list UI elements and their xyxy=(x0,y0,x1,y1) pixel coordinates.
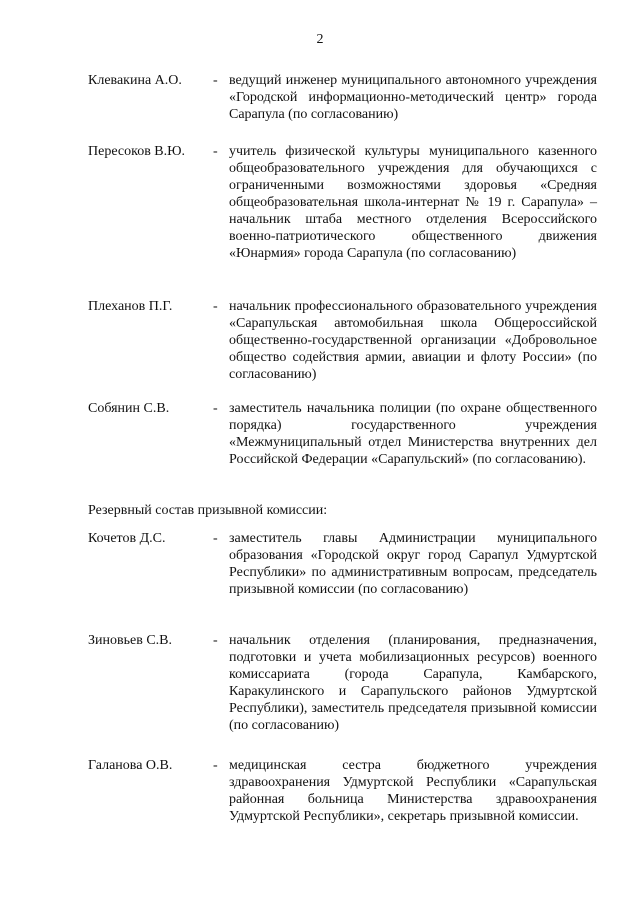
member-description: начальник профессионального образовательного учреждения «Сарапульская автомобильная школа Общероссийской общественно-государственной организации «Добровольное общество содействия армии, авиации и флоту России» (по согласованию) xyxy=(229,299,597,382)
member-description: ведущий инженер муниципального автономного учреждения «Городской информационно-методический центр» города Сарапула (по согласованию) xyxy=(229,73,597,122)
member-name: Клевакина А.О. xyxy=(88,73,182,88)
reserve-heading: Резервный состав призывной комиссии: xyxy=(88,503,328,518)
member-name: Зиновьев С.В. xyxy=(88,633,172,648)
member-description: заместитель начальника полиции (по охране общественного порядка) государственного учреждения «Межмуниципальный отдел Министерства внутренних дел Российской Федерации «Сарапульский» (по согласованию). xyxy=(229,401,597,467)
member-dash: - xyxy=(213,633,218,648)
page-number: 2 xyxy=(316,32,324,47)
member-name: Пересоков В.Ю. xyxy=(88,144,186,159)
member-dash: - xyxy=(213,299,218,314)
member-dash: - xyxy=(213,531,218,546)
member-name: Собянин С.В. xyxy=(88,401,170,416)
member-description: начальник отделения (планирования, предназначения, подготовки и учета мобилизационных ресурсов) военного комиссариата (города Сарапула, Камбарского, Каракулинского и Сарапульского районов Удмуртской Республики), заместитель председателя призывной комиссии (по согласованию) xyxy=(229,633,597,733)
member-description: медицинская сестра бюджетного учреждения здравоохранения Удмуртской Республики «Сарапульская районная больница Министерства здравоохранения Удмуртской Республики», секретарь призывной комиссии. xyxy=(229,758,597,824)
member-dash: - xyxy=(213,144,218,159)
member-description: заместитель главы Администрации муниципального образования «Городской округ город Сарапул Удмуртской Республики» по административным вопросам, председатель призывной комиссии (по согласованию) xyxy=(229,531,597,597)
member-name: Плеханов П.Г. xyxy=(88,299,173,314)
member-dash: - xyxy=(213,73,218,88)
member-dash: - xyxy=(213,758,218,773)
member-description: учитель физической культуры муниципального казенного общеобразовательного учреждения для обучающихся с ограниченными возможностями здоровья «Средняя общеобразовательная школа-интернат № 19 г. Сарапула» – начальник штаба местного отделения Всероссийского военно-патриотического общественного движения «Юнармия» города Сарапула (по согласованию) xyxy=(229,144,597,261)
member-dash: - xyxy=(213,401,218,416)
member-name: Галанова О.В. xyxy=(88,758,173,773)
member-name: Кочетов Д.С. xyxy=(88,531,166,546)
